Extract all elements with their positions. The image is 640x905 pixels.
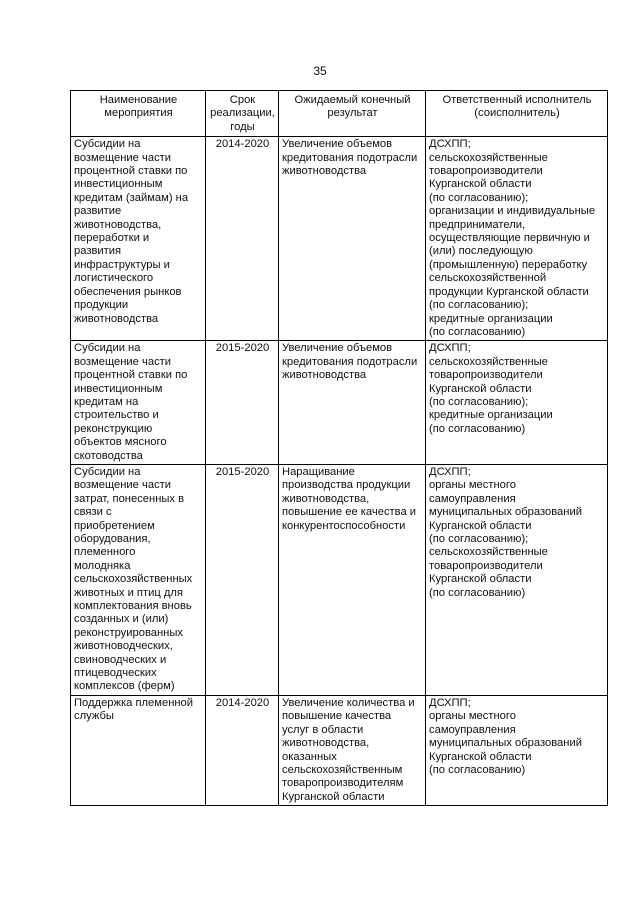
cell-line: ДСХПП; [429,138,471,151]
cell-line: (по согласованию); [429,395,529,408]
cell-line: сельскохозяйственные [429,546,548,559]
cell-line: возмещение части [74,355,172,368]
cell-line: животноводства [282,369,367,382]
period-cell: 2015-2020 [206,464,279,695]
cell-line: (промышленную) переработку [429,258,588,271]
cell-line: животноводства [74,312,159,325]
event-cell [71,137,206,341]
cell-line: Курганской области [282,790,385,803]
cell-line: обеспечения рынков [74,285,182,298]
table-header-row [71,91,608,137]
cell-line: инвестиционным [74,382,163,395]
cell-line: возмещение части [74,479,172,492]
cell-line: производства продукции [282,479,411,492]
cell-line: предприниматели, [429,218,526,231]
cell-line: связи с [74,506,112,519]
cell-line: развитие [74,205,122,218]
result-cell [279,341,426,465]
executor-cell [426,695,608,805]
cell-line: кредитам (займам) на [74,191,189,204]
cell-line: птицеводческих [74,667,157,680]
cell-line: Курганской области [429,750,532,763]
cell-line: (по согласованию) [429,422,526,435]
cell-line: Увеличение объемов [282,342,393,355]
page-number: 35 [313,64,327,78]
cell-line: Курганской области [429,382,532,395]
cell-line: кредитования подотрасли [282,355,418,368]
cell-line: затрат, понесенных в [74,492,185,505]
result-cell [279,137,426,341]
cell-line: организации и индивидуальные [429,205,596,218]
cell-line: процентной ставки по [74,165,188,178]
table-row [71,695,608,805]
table-row [71,137,608,341]
period-cell: 2015-2020 [206,341,279,465]
executor-cell [426,137,608,341]
cell-line: (или) последующую [429,245,533,258]
cell-line: органы местного [429,710,516,723]
cell-line: приобретением [74,519,155,532]
cell-line: органы местного [429,479,516,492]
cell-line: продукции [74,299,129,312]
cell-line: молодняка [74,559,131,572]
cell-line: повышение качества [282,710,392,723]
cell-line: ДСХПП; [429,342,471,355]
event-cell [71,695,206,805]
cell-line: сельскохозяйственные [429,355,548,368]
cell-line: (по согласованию) [429,763,526,776]
cell-line: логистического [74,272,154,285]
cell-line: инфраструктуры и [74,258,170,271]
cell-line: самоуправления [429,492,516,505]
table-body [71,137,608,806]
cell-line: осуществляющие первичную и [429,232,590,245]
cell-line: оказанных [282,750,337,763]
executor-cell [426,341,608,465]
cell-line: Курганской области [429,573,532,586]
period-cell: 2014-2020 [206,695,279,805]
table-row [71,464,608,695]
cell-line: товаропроизводители [429,369,543,382]
cell-line: Наращивание [282,465,355,478]
cell-line: Увеличение объемов [282,138,393,151]
cell-line: ДСХПП; [429,696,471,709]
cell-line: Увеличение количества и [282,696,415,709]
cell-line: (по согласованию); [429,299,529,312]
cell-line: Поддержка племенной [74,696,194,709]
program-table [70,90,608,806]
header-executor: Ответственный исполнитель (соисполнитель) [426,91,608,137]
cell-line: процентной ставки по [74,369,188,382]
cell-line: оборудования, [74,533,151,545]
cell-line: племенного [74,546,136,559]
cell-line: Субсидии на [74,342,141,355]
cell-line: кредитам на [74,395,139,408]
header-period: Срок реализации, годы [206,91,279,137]
cell-line: (по согласованию) [429,586,526,599]
cell-line: самоуправления [429,723,516,736]
cell-line: кредитные организации [429,312,553,325]
cell-line: созданных и (или) [74,613,169,626]
cell-line: животноводства [282,165,367,178]
header-event: Наименование мероприятия [71,91,206,137]
cell-line: сельскохозяйственные [429,151,548,164]
cell-line: службы [74,710,114,723]
cell-line: кредитования подотрасли [282,151,418,164]
cell-line: Курганской области [429,519,532,532]
table-row [71,341,608,465]
cell-line: комплексов (ферм) [74,680,175,693]
result-cell [279,464,426,695]
executor-cell [426,464,608,695]
cell-line: кредитные организации [429,409,553,422]
header-result: Ожидаемый конечный результат [279,91,426,137]
cell-line: реконструкцию [74,422,153,435]
cell-line: услуг в области [282,723,364,736]
result-cell [279,695,426,805]
cell-line: животноводства, [282,737,370,750]
cell-line: объектов мясного [74,436,167,449]
cell-line: Субсидии на [74,465,141,478]
cell-line: скотоводства [74,449,143,462]
cell-line: возмещение части [74,151,172,164]
cell-line: Курганской области [429,178,532,191]
cell-line: конкурентоспособности [282,519,406,532]
cell-line: товаропроизводителям [282,777,404,790]
cell-line: (по согласованию) [429,325,526,338]
cell-line: муниципальных образований [429,506,582,519]
cell-line: инвестиционным [74,178,163,191]
cell-line: развития [74,245,122,258]
cell-line: свиноводческих и [74,653,167,666]
cell-line: продукции Курганской области [429,285,589,298]
cell-line: животноводства, [282,492,370,505]
cell-line: товаропроизводители [429,165,543,178]
cell-line: животноводства, [74,218,162,231]
cell-line: реконструированных [74,626,183,639]
cell-line: сельскохозяйственной [429,272,547,285]
cell-line: (по согласованию); [429,533,529,545]
cell-line: Субсидии на [74,138,141,151]
period-cell: 2014-2020 [206,137,279,341]
cell-line: ДСХПП; [429,465,471,478]
event-cell [71,341,206,465]
cell-line: животноводческих, [74,640,173,653]
cell-line: комплектования вновь [74,600,192,613]
cell-line: (по согласованию); [429,191,529,204]
cell-line: строительство и [74,409,159,422]
cell-line: повышение ее качества и [282,506,417,519]
cell-line: муниципальных образований [429,737,582,750]
cell-line: животных и птиц для [74,586,183,599]
cell-line: сельскохозяйственным [282,763,403,776]
cell-line: переработки и [74,232,150,245]
cell-line: сельскохозяйственных [74,573,193,586]
event-cell [71,464,206,695]
cell-line: товаропроизводители [429,559,543,572]
